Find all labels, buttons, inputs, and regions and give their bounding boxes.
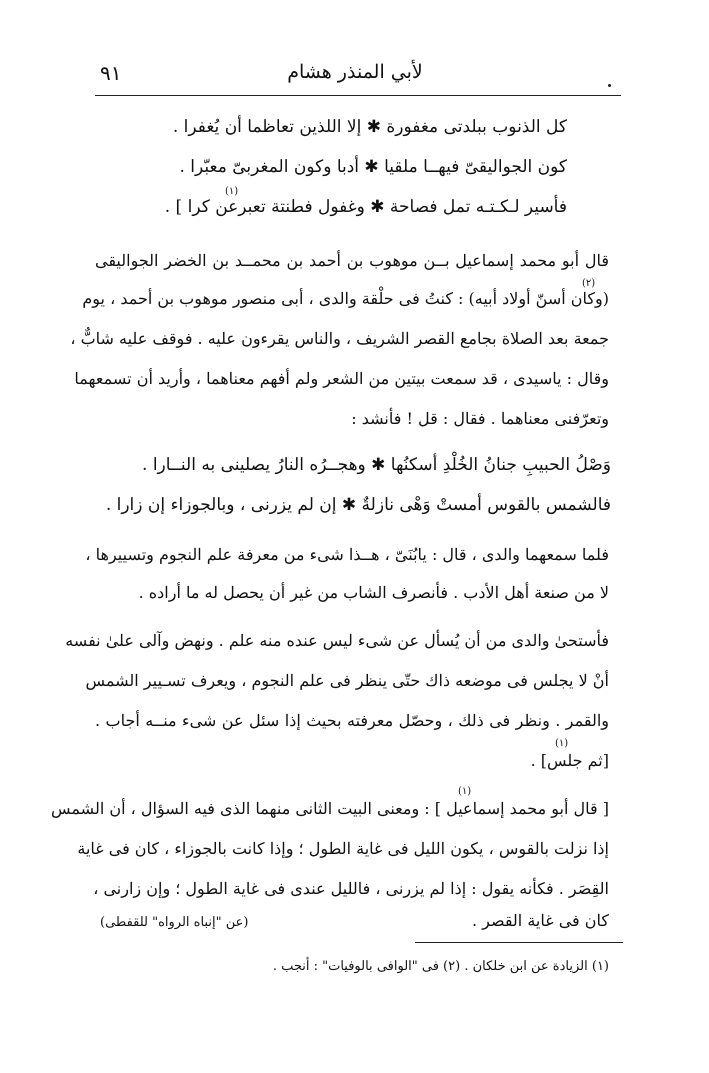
header-rule (95, 95, 621, 96)
verse-line: كل الذنوب ببلدتى مغفورة ✱ إلا اللذين تعاظما أن يُغفرا . (172, 117, 567, 137)
paragraph-line: فأستحىٰ والدى من أن يُسأل عن شىء ليس عنده منه علم . ونهض وآلى علىٰ نفسه (65, 631, 609, 650)
paragraph-line: لا من صنعة أهل الأدب . فأنصرف الشاب من غير أن يحصل له ما أراده . (138, 583, 609, 602)
verse-line: فأسير لـكـتـه تمل فصاحة ✱ وغفول فطنتة تعبرعن كرا ] . (164, 197, 567, 217)
source-note: (عن "إنباه الرواه" للقفطى) (100, 915, 249, 930)
paragraph-line: أنْ لا يجلس فى موضعه ذاك حتّى ينظر فى علم النجوم ، ويعرف تسـيير الشمس (85, 671, 609, 690)
paragraph-line: قال أبو محمد إسماعيل بــن موهوب بن أحمد بن محمــد بن الخضر الجواليقى (95, 251, 609, 270)
paragraph-line: إذا نزلت بالقوس ، يكون الليل فى غاية الطول ؛ وإذا كانت بالجوزاء ، كان فى غاية (77, 839, 609, 858)
footnote-marker: (١) (458, 786, 472, 797)
paragraph-line: [ثم جلس] . (530, 751, 609, 770)
footnote-marker: (١) (225, 186, 239, 197)
header-dot (608, 84, 611, 87)
running-header-title: لأبي المنذر هشام (287, 61, 423, 83)
paragraph-line: جمعة بعد الصلاة بجامع القصر الشريف ، والناس يقرءون عليه . فوقف عليه شابٌّ ، (70, 329, 609, 348)
verse-line: وَصْلُ الحبيبِ جنانُ الخُلْدِ أسكنُها ✱ وهجــرُه النارُ يصلينى به النــارا . (142, 455, 611, 475)
paragraph-line: القِصَر . فكأنه يقول : إذا لم يزرنى ، فالليل عندى فى غاية الطول ؛ وإن زارنى ، (93, 879, 609, 898)
paragraph-line: كان فى غاية القصر . (471, 911, 609, 930)
paragraph-line: والقمر . ونظر فى ذلك ، وحصّل معرفته بحيث إذا سئل عن شىء منــه أجاب . (95, 711, 609, 730)
paragraph-line: (وكان أسنّ أولاد أبيه) : كنتُ فى حلْقة والدى ، أبى منصور موهوب بن أحمد ، يوم (82, 289, 609, 308)
paragraph-line: [ قال أبو محمد إسماعيل ] : ومعنى البيت الثانى منهما الذى فيه السؤال ، أن الشمس (51, 799, 609, 818)
paragraph-line: وقال : ياسيدى ، قد سمعت بيتين من الشعر ولم أفهم معناهما ، وأريد أن تسمعهما (74, 369, 609, 388)
footnote-marker: (٢) (582, 278, 596, 289)
verse-line: فالشمس بالقوس أمستْ وَهْى نازلةٌ ✱ إن لم يزرنى ، وبالجوزاء إن زارا . (105, 495, 611, 515)
paragraph-line: وتعرّفنى معناهما . فقال : قل ! فأنشد : (351, 409, 609, 428)
footnotes: (١) الزيادة عن ابن خلكان . (٢) فى "الوافى بالوفيات" : أنجب . (272, 959, 609, 974)
footnote-marker: (١) (555, 738, 569, 749)
footnote-rule (415, 942, 623, 943)
verse-line: كون الجواليقىّ فيهــا ملقيا ✱ أدبا وكون المغربىّ معبّرا . (179, 157, 567, 177)
page-number: ٩١ (100, 61, 122, 85)
paragraph-line: فلما سمعهما والدى ، قال : يابُنَىّ ، هــذا شىء من معرفة علم النجوم وتسييرها ، (85, 545, 609, 564)
